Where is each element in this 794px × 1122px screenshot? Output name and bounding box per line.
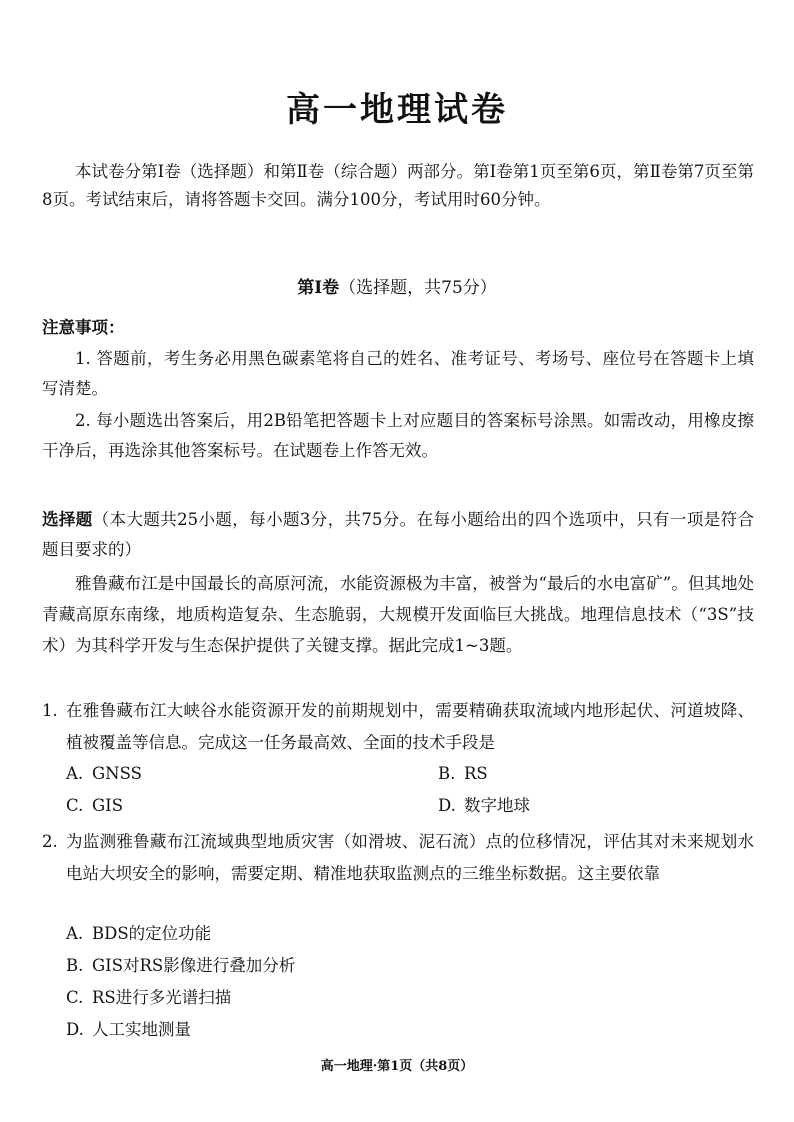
option-letter: B.	[438, 764, 456, 783]
choice-desc: （本大题共25小题，每小题3分，共75分。在每小题给出的四个选项中，只有一项是符合题目要求的）	[42, 510, 754, 559]
question-2-option-b[interactable]	[66, 950, 295, 982]
page-footer: 高一地理·第1页（共8页）	[320, 1059, 474, 1074]
notice-item-1: 1. 答题前，考生务必用黑色碳素笔将自己的姓名、准考证号、考场号、座位号在答题卡上填写清楚。	[42, 349, 754, 398]
section-heading-rest: （选择题，共75分）	[339, 278, 497, 298]
notice-title: 注意事项：	[42, 318, 125, 337]
question-1-text: 在雅鲁藏布江大峡谷水能资源开发的前期规划中，需要精确获取流域内地形起伏、河道坡降、植被覆盖等信息。完成这一任务最高效、全面的技术手段是	[66, 701, 754, 752]
section-heading	[0, 273, 794, 298]
option-text: RS进行多光谱扫描	[92, 988, 232, 1007]
page-title: 高一地理试卷	[286, 90, 508, 130]
question-1-option-c[interactable]	[66, 790, 123, 822]
question-2	[42, 826, 754, 890]
question-1-number: 1.	[42, 701, 58, 720]
question-1-option-d[interactable]	[438, 790, 530, 822]
option-text: 数字地球	[464, 796, 530, 815]
question-2-text: 为监测雅鲁藏布江流域典型地质灾害（如滑坡、泥石流）点的位移情况，评估其对未来规划水电站大坝安全的影响，需要定期、精准地获取监测点的三维坐标数据。这主要依靠	[66, 832, 754, 883]
choice-label: 选择题	[42, 510, 93, 529]
reading-passage: 雅鲁藏布江是中国最长的高原河流，水能资源极为丰富，被誉为“最后的水电富矿”。但其地处青藏高原东南缘，地质构造复杂、生态脆弱，大规模开发面临巨大挑战。地理信息技术（“3S”技术）为其科学开发与生态保护提供了关键支撑。据此完成1~3题。	[42, 574, 754, 655]
option-letter: D.	[438, 796, 456, 815]
question-2-option-d[interactable]	[66, 1014, 191, 1046]
question-1	[42, 695, 754, 759]
option-text: GIS对RS影像进行叠加分析	[92, 956, 296, 975]
option-letter: D.	[66, 1020, 84, 1039]
intro-paragraph: 本试卷分第Ⅰ卷（选择题）和第Ⅱ卷（综合题）两部分。第Ⅰ卷第1页至第6页，第Ⅱ卷第7页至第8页。考试结束后，请将答题卡交回。满分100分，考试用时60分钟。	[42, 162, 754, 209]
notice-item-2: 2. 每小题选出答案后，用2B铅笔把答题卡上对应题目的答案标号涂黑。如需改动，用橡皮擦干净后，再选涂其他答案标号。在试题卷上作答无效。	[42, 411, 754, 460]
option-text: RS	[464, 764, 488, 783]
question-2-option-c[interactable]	[66, 982, 231, 1014]
option-letter: A.	[66, 924, 84, 943]
option-letter: C.	[66, 988, 84, 1007]
question-2-option-a[interactable]	[66, 918, 211, 950]
option-text: 人工实地测量	[92, 1020, 191, 1039]
option-text: GIS	[92, 796, 124, 815]
option-letter: B.	[66, 956, 84, 975]
option-letter: C.	[66, 796, 84, 815]
section-heading-bold: 第Ⅰ卷	[297, 278, 340, 298]
option-letter: A.	[66, 764, 84, 783]
option-text: BDS的定位功能	[92, 924, 212, 943]
question-1-option-a[interactable]	[66, 758, 142, 790]
question-2-number: 2.	[42, 832, 58, 851]
question-1-option-b[interactable]	[438, 758, 488, 790]
option-text: GNSS	[92, 764, 142, 783]
choice-instructions	[42, 505, 754, 565]
